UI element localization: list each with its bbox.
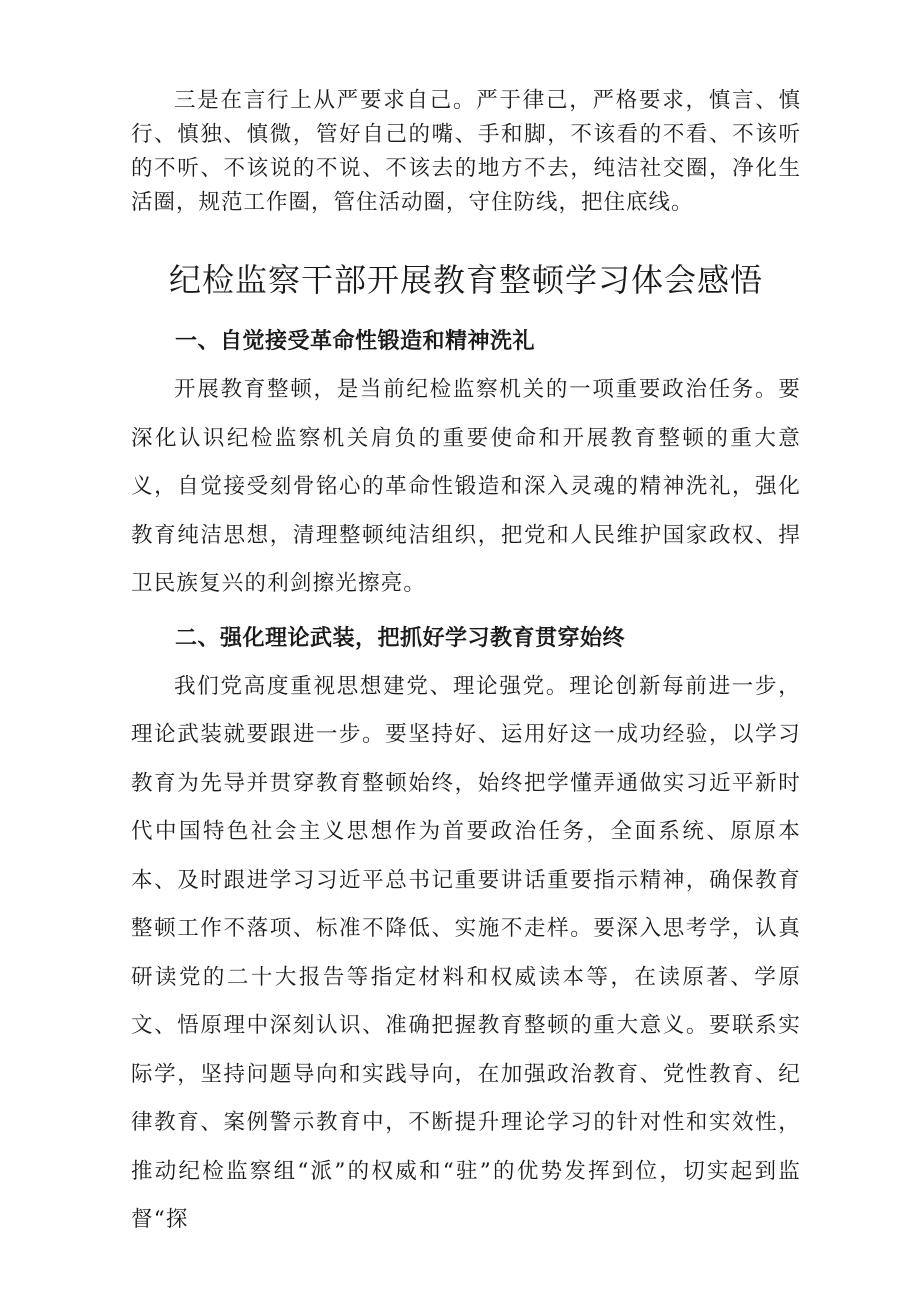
document-page <box>131 84 801 1245</box>
section-paragraph-2: 我们党高度重视思想建党、理论强党。理论创新每前进一步，理论武装就要跟进一步。要坚持好、运用好这一成功经验，以学习教育为先导并贯穿教育整顿始终，始终把学懂弄通做实习近平新时代中国特色社会主义思想作为首要政治任务，全面系统、原原本本、及时跟进学习习近平总书记重要讲话重要指示精神，确保教育整顿工作不落项、标准不降低、实施不走样。要深入思考学，认真研读党的二十大报告等指定材料和权威读本等，在读原著、学原文、悟原理中深刻认识、准确把握教育整顿的重大意义。要联系实际学，坚持问题导向和实践导向，在加强政治教育、党性教育、纪律教育、案例警示教育中，不断提升理论学习的针对性和实效性，推动纪检监察组“派”的权威和“驻”的优势发挥到位，切实起到监督“探 <box>131 673 801 1232</box>
intro-paragraph: 三是在言行上从严要求自己。严于律己，严格要求，慎言、慎行、慎独、慎微，管好自己的嘴、手和脚，不该看的不看、不该听的不听、不该说的不说、不该去的地方不去，纯洁社交圈，净化生活圈，规范工作圈，管住活动圈，守住防线，把住底线。 <box>131 88 801 215</box>
section-paragraph-1: 开展教育整顿，是当前纪检监察机关的一项重要政治任务。要深化认识纪检监察机关肩负的重要使命和开展教育整顿的重大意义，自觉接受刻骨铭心的革命性锻造和深入灵魂的精神洗礼，强化教育纯洁思想，清理整顿纯洁组织，把党和人民维护国家政权、捍卫民族复兴的利剑擦光擦亮。 <box>131 377 801 596</box>
document-title: 纪检监察干部开展教育整顿学习体会感悟 <box>168 261 763 299</box>
section-heading-1: 一、自觉接受革命性锻造和精神洗礼 <box>175 329 536 354</box>
section-heading-2: 二、强化理论武装，把抓好学习教育贯穿始终 <box>175 625 626 651</box>
